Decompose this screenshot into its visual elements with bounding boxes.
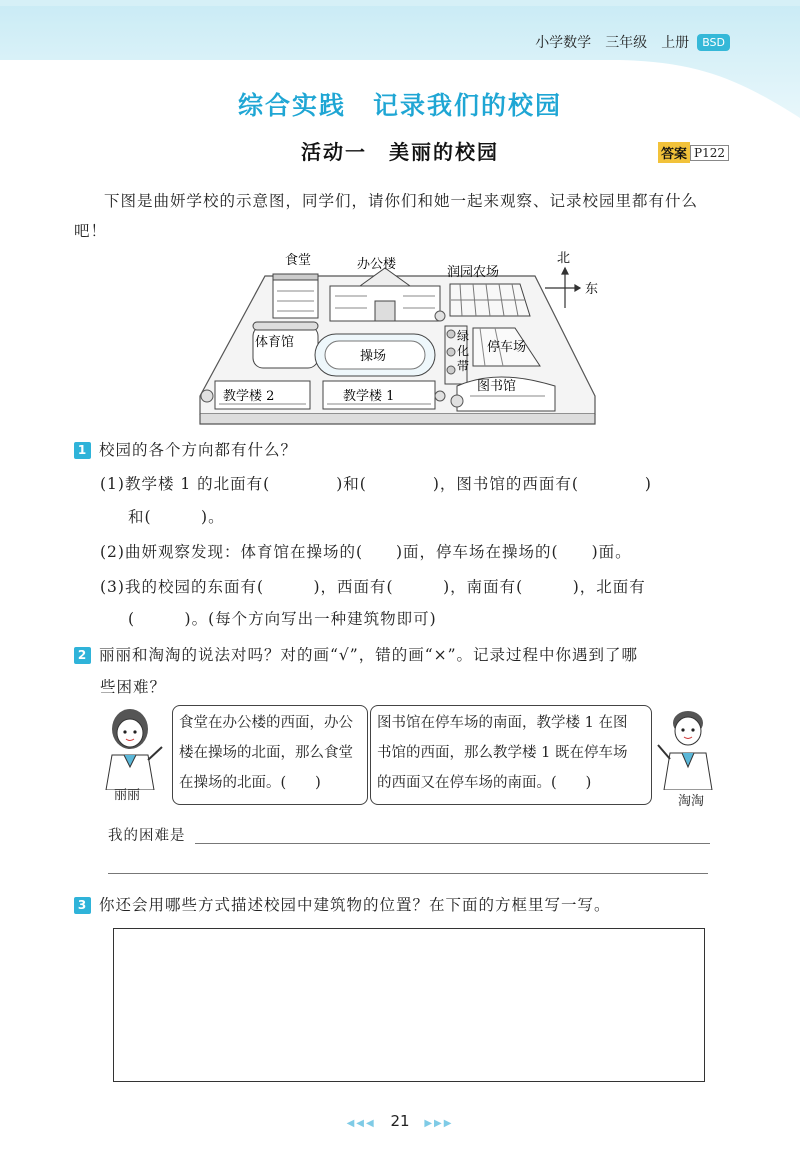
q2-number: 2 [74, 647, 91, 664]
edition-badge: BSD [697, 34, 730, 51]
difficulty-answer-line-1[interactable] [195, 843, 710, 844]
q3-stem [74, 893, 611, 915]
q3-stem-text: 你还会用哪些方式描述校园中建筑物的位置？在下面的方框里写一写。 [99, 896, 611, 914]
q2-stem-text-a: 丽丽和淘淘的说法对吗？对的画“√”，错的画“×”。记录过程中你遇到了哪 [99, 646, 639, 664]
map-label-library: 图书馆 [477, 379, 517, 394]
q1-part3b: ( )。(每个方向写出一种建筑物即可) [128, 610, 437, 628]
taotao-name: 淘淘 [678, 794, 705, 809]
difficulty-answer-line-2[interactable] [108, 873, 708, 874]
lili-speech-bubble [172, 705, 368, 805]
taotao-speech-bubble [370, 705, 652, 805]
taotao-speech-line-3: 的西面又在停车场的南面。( ) [377, 775, 592, 791]
compass-north: 北 [557, 251, 571, 266]
taotao-speech-line-2: 书馆的西面，那么教学楼 1 既在停车场 [377, 745, 628, 761]
farm-field [450, 284, 530, 316]
map-label-farm: 润园农场 [447, 265, 500, 280]
answer-page: P122 [690, 145, 729, 161]
q3-answer-box[interactable] [113, 928, 705, 1082]
q1-part1a: (1)教学楼 1 的北面有( )和( )，图书馆的西面有( ) [100, 475, 652, 493]
boy-taotao-icon [652, 705, 722, 790]
map-label-green: 绿化带 [457, 329, 470, 373]
map-label-parking: 停车场 [487, 340, 527, 355]
q1-part2: (2)曲妍观察发现：体育馆在操场的( )面，停车场在操场的( )面。 [100, 543, 632, 561]
map-label-office: 办公楼 [357, 257, 397, 272]
q1-stem-text: 校园的各个方向都有什么？ [99, 441, 298, 459]
intro-paragraph: 下图是曲妍学校的示意图，同学们，请你们和她一起来观察、记录校园里都有什么吧！ [74, 192, 699, 240]
girl-lili-icon [98, 705, 168, 790]
grade-label: 三年级 [605, 35, 648, 51]
difficulty-label: 我的困难是 [108, 828, 186, 844]
lili-speech-line-1: 食堂在办公楼的西面，办公 [179, 715, 353, 731]
q2-stem [74, 643, 638, 665]
volume-label: 上册 [661, 35, 690, 51]
lili-name: 丽丽 [114, 788, 141, 803]
footer-left-arrows-icon: ◀◀◀ [346, 1118, 376, 1129]
page-title: 综合实践 记录我们的校园 [237, 91, 562, 120]
map-label-playground: 操场 [360, 349, 387, 364]
map-label-teach2: 教学楼 2 [223, 389, 275, 404]
taotao-speech-line-1: 图书馆在停车场的南面，教学楼 1 在图 [377, 715, 628, 731]
activity-title: 活动一 美丽的校园 [301, 140, 499, 164]
q1-number: 1 [74, 442, 91, 459]
campus-map [195, 246, 615, 436]
q2-stem-b: 些困难？ [100, 678, 167, 696]
map-label-canteen: 食堂 [285, 253, 312, 268]
map-label-teach1: 教学楼 1 [343, 389, 395, 404]
compass-east: 东 [585, 282, 599, 297]
page-footer [0, 1112, 800, 1130]
lili-speech-line-2: 楼在操场的北面，那么食堂 [179, 745, 353, 761]
answer-reference [658, 142, 729, 163]
map-label-gym: 体育馆 [255, 335, 295, 350]
compass-icon [545, 268, 580, 308]
subject-label: 小学数学 [535, 35, 592, 51]
q1-part1b: 和( )。 [128, 508, 225, 526]
q3-number: 3 [74, 897, 91, 914]
q1-stem [74, 438, 297, 460]
answer-label: 答案 [658, 142, 690, 163]
page-number: 21 [390, 1112, 410, 1130]
lili-speech-line-3: 在操场的北面。( ) [179, 775, 321, 791]
canteen-building [273, 274, 318, 318]
footer-right-arrows-icon: ▶▶▶ [424, 1118, 454, 1129]
q1-part3a: (3)我的校园的东面有( )，西面有( )，南面有( )，北面有 [100, 578, 646, 596]
header-meta [535, 32, 730, 52]
